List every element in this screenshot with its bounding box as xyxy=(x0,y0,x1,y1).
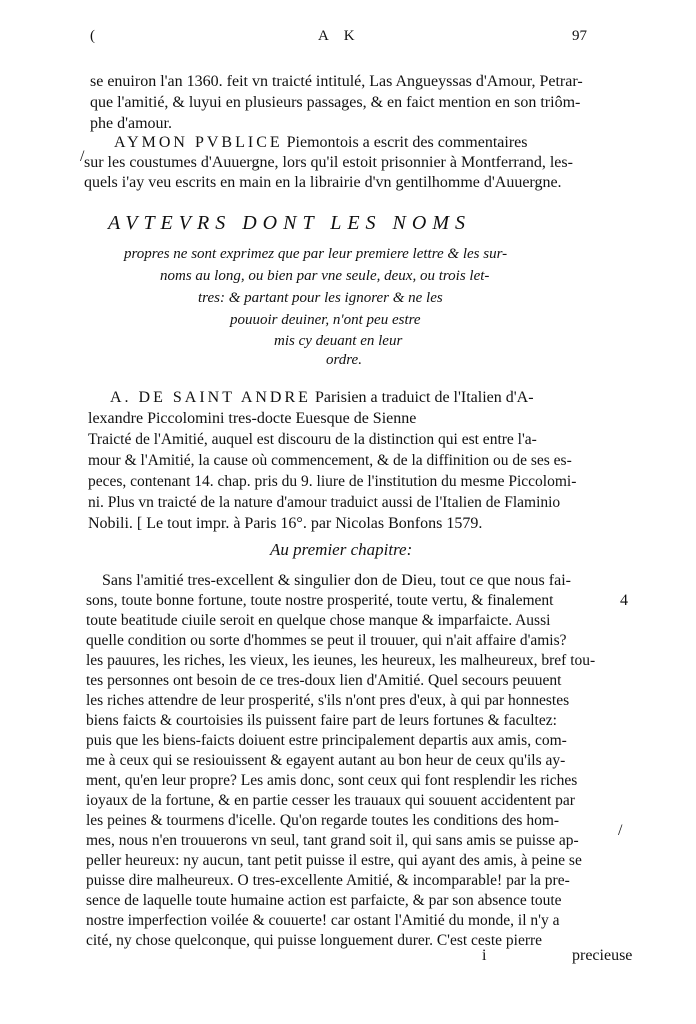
text-line: quels i'ay veu escrits en main en la librairie d'vn gentilhomme d'Auuergne. xyxy=(84,174,562,191)
section-subtitle-line: propres ne sont exprimez que par leur premiere lettre & les sur- xyxy=(124,246,508,262)
entry-text: Piemontois a escrit des commentaires xyxy=(286,134,528,151)
text-line: les pauures, les riches, les vieux, les ieunes, les heureux, les malheureux, bref tou- xyxy=(86,652,596,669)
entry-andre-first-line xyxy=(110,388,534,408)
text-line: les peines & tourmens d'icelle. Qu'on regarde toutes les conditions des hom- xyxy=(86,812,560,829)
text-line: Nobili. [ Le tout impr. à Paris 16°. par Nicolas Bonfons 1579. xyxy=(88,515,483,532)
section-title: AVTEVRS DONT LES NOMS xyxy=(108,212,471,234)
text-line: se enuiron l'an 1360. feit vn traicté intitulé, Las Angueyssas d'Amour, Petrar- xyxy=(90,73,583,90)
text-line: peces, contenant 14. chap. pris du 9. liure de l'institution du mesme Piccolomi- xyxy=(88,473,577,490)
text-line: cité, ny chose quelconque, qui puisse longuement durer. C'est ceste pierre xyxy=(86,932,543,949)
text-line: tes personnes ont besoin de ce tres-doux lien d'Amitié. Quel secours peuuent xyxy=(86,672,562,689)
text-line: toute beatitude ciuile seroit en quelque chose manque & imparfaicte. Aussi xyxy=(86,612,551,629)
catchword: precieuse xyxy=(572,947,633,964)
text-line: ioyaux de la fortune, & en partie cesser les trauaux qui souuent accidentent par xyxy=(86,792,575,809)
text-line: Traicté de l'Amitié, auquel est discouru de la distinction qui est entre l'a- xyxy=(88,431,537,448)
text-line: Sans l'amitié tres-excellent & singulier don de Dieu, tout ce que nous fai- xyxy=(102,572,571,589)
text-line: biens faicts & courtoisies ils puissent faire part de leurs fortunes & facultez: xyxy=(86,712,557,729)
text-line: ni. Plus vn traicté de la nature d'amour traduict aussi de l'Italien de Flaminio xyxy=(88,494,561,511)
signature-mark: i xyxy=(482,947,487,964)
page-number: 97 xyxy=(572,28,587,44)
header-center-mark: A K xyxy=(318,28,361,44)
margin-mark: / xyxy=(618,822,623,839)
text-line: mour & l'Amitié, la cause où commencement, & de la diffinition ou de ses es- xyxy=(88,452,572,469)
text-line: les riches attendre de leur prosperité, s'ils n'ont pres d'eux, à qui par honnestes xyxy=(86,692,570,709)
section-subtitle-line: tres: & partant pour les ignorer & ne les xyxy=(198,290,443,306)
text-line: nostre imperfection voilée & couuerte! car ostant l'Amitié du monde, il n'y a xyxy=(86,912,560,929)
text-line: sons, toute bonne fortune, toute nostre prosperité, toute vertu, & finalement xyxy=(86,592,554,609)
section-subtitle-line: mis cy deuant en leur xyxy=(274,333,403,349)
text-line: lexandre Piccolomini tres-docte Euesque de Sienne xyxy=(88,410,417,427)
entry-text: Parisien a traduict de l'Italien d'A- xyxy=(314,389,534,406)
section-subtitle-line: pouuoir deuiner, n'ont peu estre xyxy=(230,312,421,328)
text-line: ment, qu'en leur propre? Les amis donc, sont ceux qui font resplendir les riches xyxy=(86,772,578,789)
text-line: que l'amitié, & luyui en plusieurs passages, & en faict mention en son triôm- xyxy=(90,94,581,111)
text-line: puis que les biens-faicts doiuent estre principalement departis aux amis, com- xyxy=(86,732,567,749)
chapter-heading: Au premier chapitre: xyxy=(270,540,413,559)
entry-aymon-first-line xyxy=(114,133,527,153)
author-name: A. DE SAINT ANDRE xyxy=(110,389,311,406)
text-line: sence de laquelle toute humaine action est parfaicte, & par son absence toute xyxy=(86,892,562,909)
text-line: peller heureux: ny aucun, tant petit puisse il estre, qui ayant des amis, à peine se xyxy=(86,852,582,869)
margin-mark: / xyxy=(80,148,85,165)
text-line: quelle condition ou sorte d'hommes se peut il trouuer, qui n'ait affaire d'amis? xyxy=(86,632,567,649)
text-line: puisse dire malheureux. O tres-excellente Amitié, & incomparable! par la pre- xyxy=(86,872,570,889)
section-subtitle-line: ordre. xyxy=(326,352,362,368)
text-line: phe d'amour. xyxy=(90,115,172,132)
header-left-mark: ( xyxy=(90,28,95,44)
chapter-text xyxy=(86,571,626,951)
margin-mark: 4 xyxy=(620,592,628,609)
text-line: sur les coustumes d'Auuergne, lors qu'il estoit prisonnier à Montferrand, les- xyxy=(84,154,573,171)
text-line: mes, nous n'en trouuerons vn seul, tant grand soit il, qui sans amis se puisse ap- xyxy=(86,832,579,849)
section-subtitle-line: noms au long, ou bien par vne seule, deux, ou trois let- xyxy=(160,268,490,284)
text-line: me à ceux qui se resiouissent & egayent autant au bon heur de ceux qu'ils ay- xyxy=(86,752,566,769)
author-name: AYMON PVBLICE xyxy=(114,134,283,151)
